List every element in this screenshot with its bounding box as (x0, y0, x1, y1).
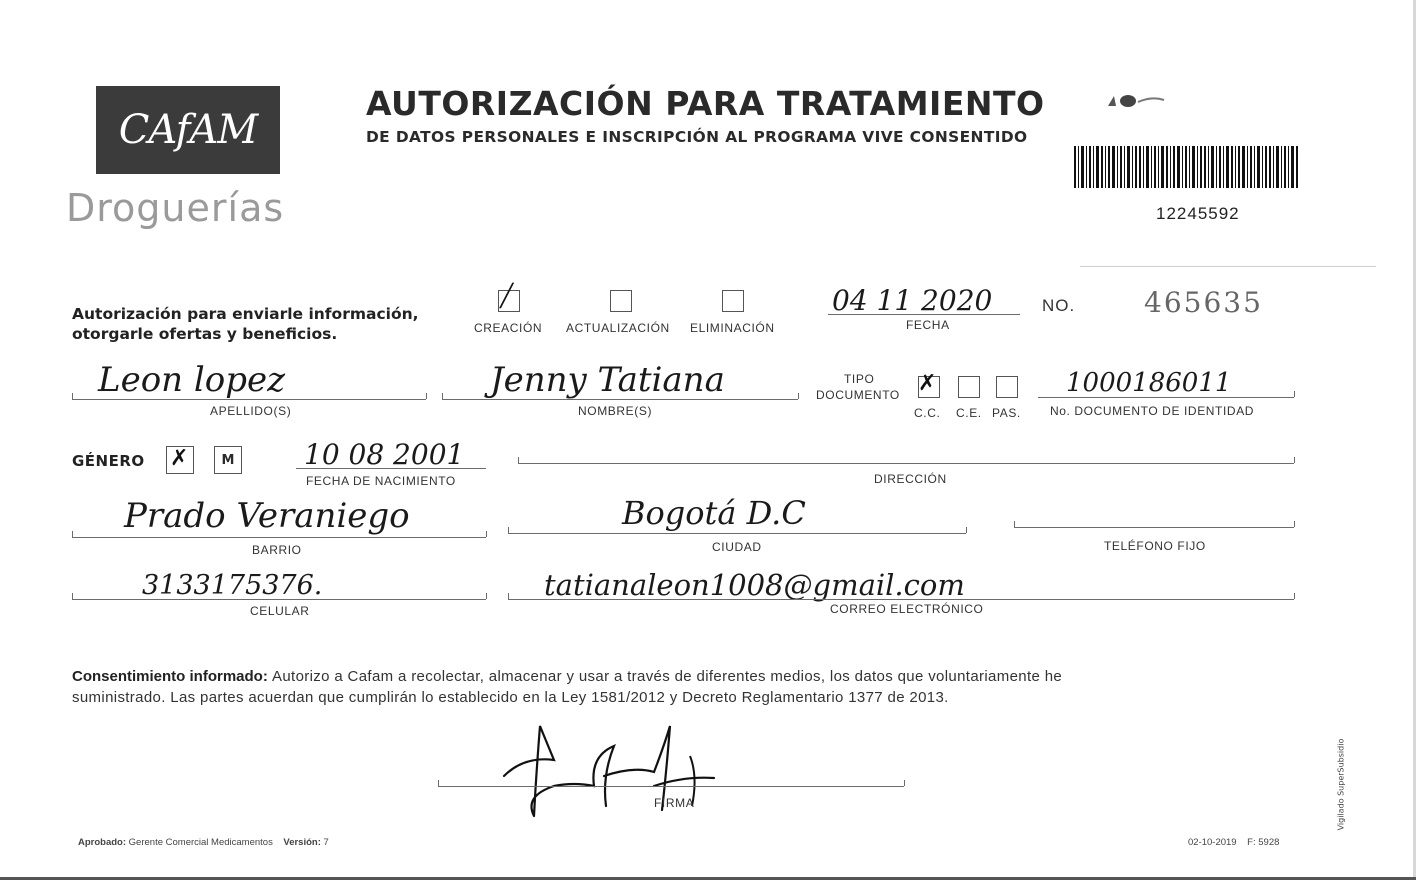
cc-check-mark: ✗ (918, 371, 937, 396)
form-code: F: 5928 (1247, 837, 1280, 848)
consent-lead: Consentimiento informado: (72, 668, 268, 685)
fecha-nacimiento-label: FECHA DE NACIMIENTO (306, 474, 456, 488)
genero-f-check-mark: ✗ (170, 446, 189, 471)
barrio-line (72, 537, 486, 538)
eliminacion-checkbox[interactable] (722, 290, 744, 312)
consent-line-1 (72, 666, 1294, 687)
firma-label: FIRMA (654, 796, 695, 810)
ciudad-line (508, 533, 966, 534)
apellidos-value[interactable]: Leon lopez (98, 360, 286, 400)
tipo-documento-label-1: TIPO (844, 372, 875, 386)
footer-codes (1188, 837, 1279, 848)
consent-line-2: suministrado. Las partes acuerdan que cumplirán lo establecido en la Ley 1581/2012 y Decreto Reglamentario 1377 de 2013. (72, 689, 949, 706)
barcode (1074, 146, 1300, 192)
documento-tick-right (1294, 391, 1295, 397)
telefono-tick-left (1014, 521, 1015, 527)
celular-label: CELULAR (250, 604, 310, 618)
celular-tick-left (72, 593, 73, 599)
correo-label: CORREO ELECTRÓNICO (830, 602, 984, 616)
direccion-tick-left (518, 457, 519, 463)
cafam-logo (96, 86, 280, 174)
aprobado-label: Aprobado: (78, 837, 127, 848)
telefono-tick-right (1294, 521, 1295, 527)
creacion-check-mark: ╱ (500, 284, 514, 309)
actualizacion-label: ACTUALIZACIÓN (566, 321, 670, 335)
sub-brand: Droguerías (66, 186, 285, 230)
consent-text (72, 666, 1294, 708)
ciudad-tick-left (508, 527, 509, 533)
apellidos-tick-left (72, 393, 73, 399)
pas-label: PAS. (992, 406, 1021, 420)
barcode-number: 12245592 (1156, 204, 1240, 223)
version-value: 7 (323, 837, 329, 848)
documento-line (1038, 397, 1294, 398)
genero-m-label: M (221, 452, 235, 468)
actualizacion-checkbox[interactable] (610, 290, 632, 312)
signature-scribble (494, 716, 734, 830)
apellidos-tick-right (426, 393, 427, 399)
nombres-tick-left (442, 393, 443, 399)
footer-approval (78, 837, 329, 848)
apellidos-label: APELLIDO(S) (210, 404, 292, 418)
consent-line-1-text: Autorizo a Cafam a recolectar, almacenar y usar a través de diferentes medios, los datos que voluntariamente he (272, 668, 1063, 685)
header-divider (1080, 266, 1376, 267)
pas-checkbox[interactable] (996, 376, 1018, 398)
barrio-tick-right (486, 531, 487, 537)
apellidos-line (72, 399, 426, 400)
ciudad-value[interactable]: Bogotá D.C (622, 494, 806, 532)
telefono-line (1014, 527, 1294, 528)
direccion-line (518, 463, 1294, 464)
documento-value[interactable]: 1000186011 (1066, 368, 1232, 398)
fecha-value[interactable]: 04 11 2020 (832, 284, 993, 317)
firma-tick-left (438, 780, 439, 786)
fecha-line (828, 314, 1020, 315)
barrio-tick-left (72, 531, 73, 537)
firma-tick-right (904, 780, 905, 786)
tipo-documento-label-2: DOCUMENTO (816, 388, 900, 402)
side-vertical-text: Vigilado SuperSubsidio (1336, 738, 1346, 831)
telefono-label: TELÉFONO FIJO (1104, 539, 1206, 553)
documento-label: No. DOCUMENTO DE IDENTIDAD (1050, 404, 1255, 418)
fecha-nacimiento-value[interactable]: 10 08 2001 (304, 438, 465, 471)
intro-line-1: Autorización para enviarle información, (72, 305, 419, 323)
numero-value: 465635 (1144, 286, 1263, 319)
nombres-value[interactable]: Jenny Tatiana (490, 360, 725, 400)
eliminacion-label: ELIMINACIÓN (690, 321, 775, 335)
version-label: Versión: (283, 837, 321, 848)
document-title: AUTORIZACIÓN PARA TRATAMIENTO (366, 84, 1045, 123)
nombres-label: NOMBRE(S) (578, 404, 653, 418)
firma-line (438, 786, 904, 787)
barrio-value[interactable]: Prado Veraniego (124, 496, 410, 536)
eye-stamp-icon (1106, 90, 1170, 118)
celular-line (72, 599, 486, 600)
genero-m-checkbox[interactable] (214, 446, 242, 474)
nombres-tick-right (798, 393, 799, 399)
direccion-tick-right (1294, 457, 1295, 463)
ciudad-label: CIUDAD (712, 540, 762, 554)
celular-tick-right (486, 593, 487, 599)
celular-value[interactable]: 3133175376. (142, 570, 323, 601)
correo-tick-right (1294, 593, 1295, 599)
intro-line-2: otorgarle ofertas y beneficios. (72, 325, 338, 343)
logo-text: CAfAM (118, 107, 258, 153)
cc-label: C.C. (914, 406, 941, 420)
ce-label: C.E. (956, 406, 982, 420)
creacion-label: CREACIÓN (474, 321, 543, 335)
nombres-line (442, 399, 798, 400)
numero-label: NO. (1042, 296, 1076, 315)
barrio-label: BARRIO (252, 543, 302, 557)
aprobado-value: Gerente Comercial Medicamentos (128, 837, 273, 848)
document-subtitle: DE DATOS PERSONALES E INSCRIPCIÓN AL PROGRAMA VIVE CONSENTIDO (366, 128, 1028, 146)
correo-tick-left (508, 593, 509, 599)
genero-label: GÉNERO (72, 452, 145, 470)
ce-checkbox[interactable] (958, 376, 980, 398)
date-code: 02-10-2019 (1188, 837, 1237, 848)
ciudad-tick-right (966, 527, 967, 533)
direccion-label: DIRECCIÓN (874, 472, 947, 486)
correo-value[interactable]: tatianaleon1008@gmail.com (544, 568, 965, 602)
correo-line (508, 599, 1294, 600)
fecha-label: FECHA (906, 318, 950, 332)
fecha-nacimiento-line (296, 468, 486, 469)
